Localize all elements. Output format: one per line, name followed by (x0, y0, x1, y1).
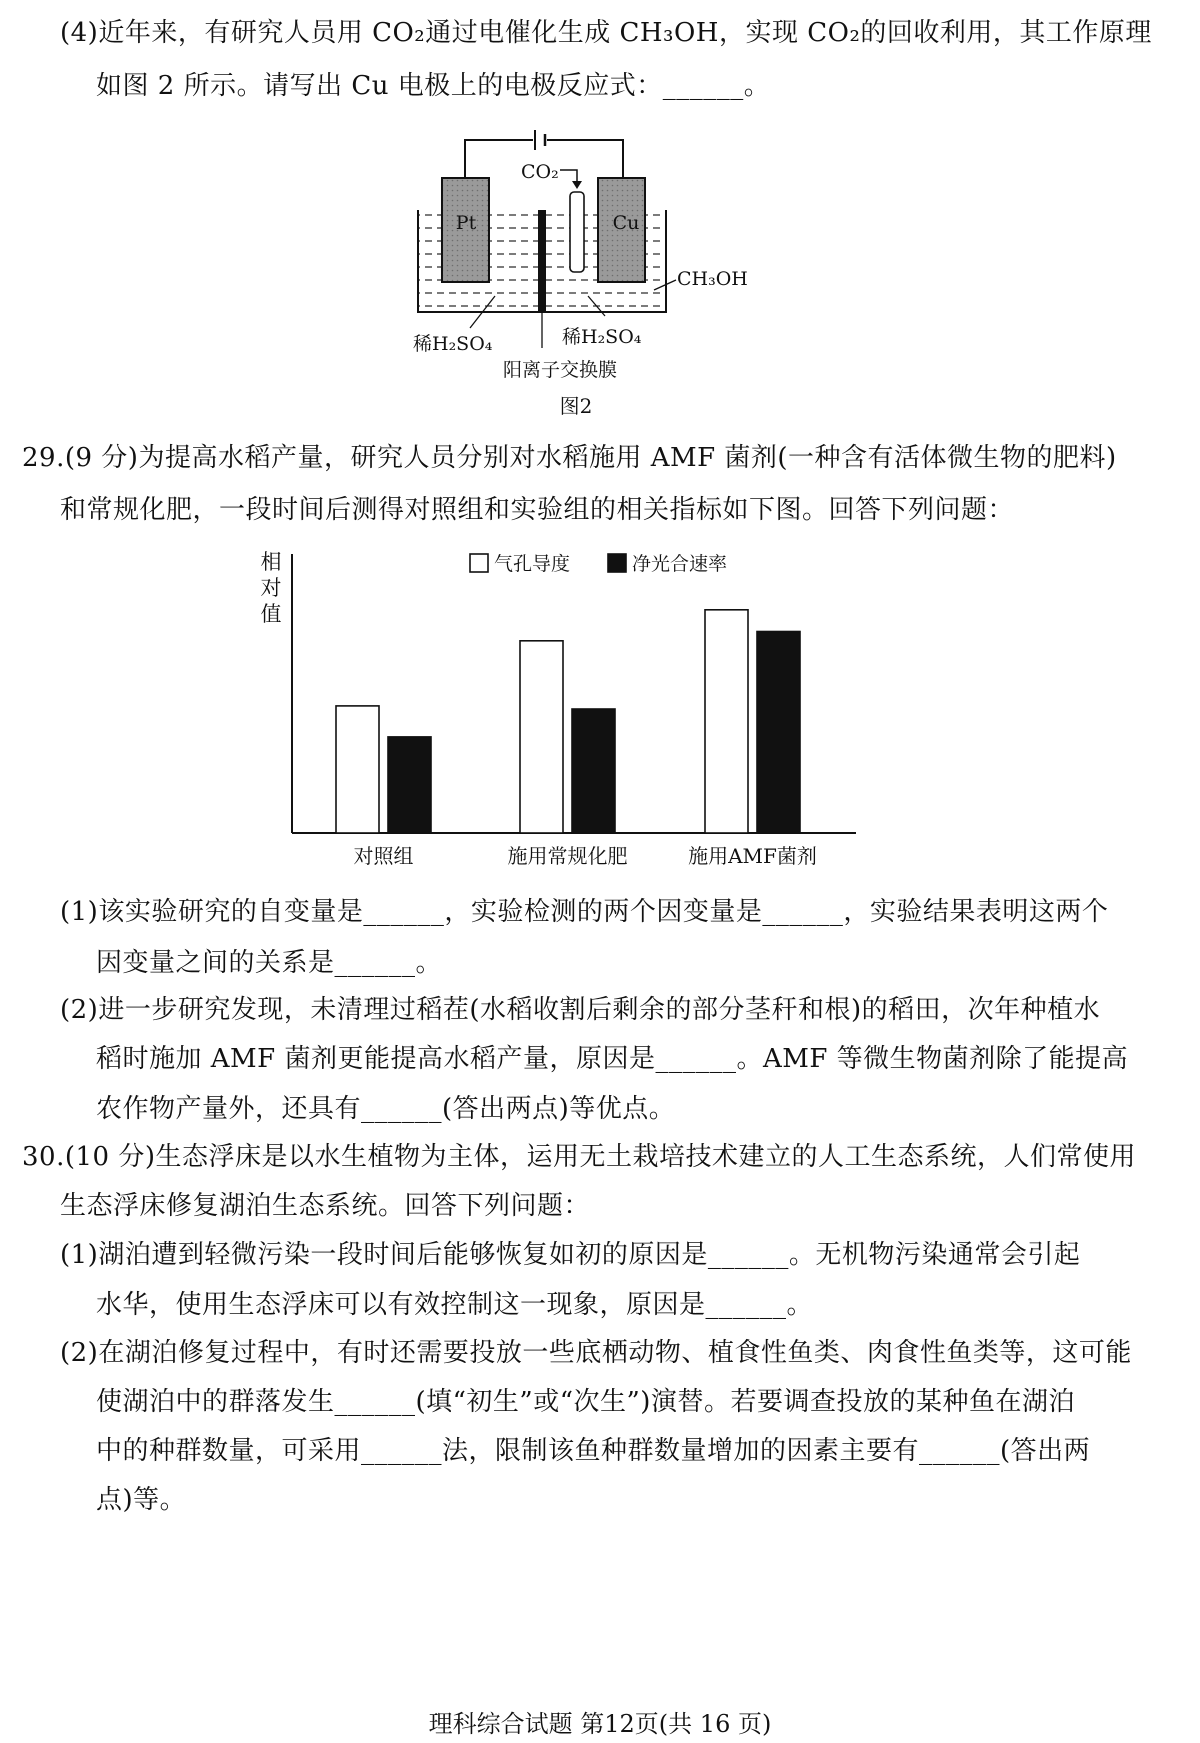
q30-2-line4: 点)等。 (96, 1485, 187, 1515)
bar-3-1 (705, 610, 748, 833)
bar-1-2 (388, 737, 431, 833)
membrane-label: 阳离子交换膜 (502, 359, 618, 381)
legend-swatch-2 (608, 554, 626, 572)
q29-bar-chart (250, 540, 870, 880)
bar-2-1 (520, 641, 563, 833)
chart-y-label-char: 对 (260, 576, 282, 600)
bar-3-2 (757, 632, 800, 834)
chart-y-label-char: 相 (260, 550, 282, 574)
legend-swatch-1 (470, 554, 488, 572)
x-tick-label-1: 对照组 (353, 844, 414, 868)
q30-2-line1: (2)在湖泊修复过程中，有时还需要投放一些底栖动物、植食性鱼类、肉食性鱼类等，这可能 (60, 1338, 1132, 1368)
x-tick-label-2: 施用常规化肥 (507, 844, 628, 868)
q29-1-line1: (1)该实验研究的自变量是______，实验检测的两个因变量是______，实验结果表明这两个 (60, 897, 1109, 927)
q29-2-line2: 稻时施加 AMF 菌剂更能提高水稻产量，原因是______。AMF 等微生物菌剂除了能提高 (96, 1044, 1129, 1074)
legend-label-1: 气孔导度 (494, 553, 571, 575)
q30-1-line1: (1)湖泊遭到轻微污染一段时间后能够恢复如初的原因是______。无机物污染通常会引起 (60, 1240, 1081, 1270)
bar-1-1 (336, 706, 379, 833)
chart-y-label-char: 值 (260, 602, 282, 626)
right-electrolyte-label: 稀H₂SO₄ (562, 326, 642, 348)
pt-label: Pt (455, 212, 477, 234)
bar-2-2 (572, 709, 615, 833)
q30-line1: 30.(10 分)生态浮床是以水生植物为主体，运用无土栽培技术建立的人工生态系统，人们常使用 (22, 1142, 1136, 1172)
q29-1-line2: 因变量之间的关系是______。 (96, 948, 443, 978)
figure2-electrolysis-diagram (400, 118, 800, 420)
q28-4-line1: (4)近年来，有研究人员用 CO₂通过电催化生成 CH₃OH，实现 CO₂的回收利用，其工作原理 (60, 18, 1152, 48)
q30-2-line2: 使湖泊中的群落发生______(填“初生”或“次生”)演替。若要调查投放的某种鱼在湖泊 (96, 1387, 1075, 1417)
ch3oh-label: CH₃OH (677, 268, 748, 290)
q29-2-line3: 农作物产量外，还具有______(答出两点)等优点。 (96, 1094, 676, 1124)
q30-2-line3: 中的种群数量，可采用______法，限制该鱼种群数量增加的因素主要有______(答出两 (96, 1436, 1091, 1466)
q30-1-line2: 水华，使用生态浮床可以有效控制这一现象，原因是______。 (96, 1290, 814, 1320)
q29-line2: 和常规化肥，一段时间后测得对照组和实验组的相关指标如下图。回答下列问题： (60, 495, 1015, 525)
q28-4-line2: 如图 2 所示。请写出 Cu 电极上的电极反应式：______。 (96, 71, 771, 101)
q30-line2: 生态浮床修复湖泊生态系统。回答下列问题： (60, 1191, 591, 1221)
q29-2-line1: (2)进一步研究发现，未清理过稻茬(水稻收割后剩余的部分茎秆和根)的稻田，次年种植水 (60, 995, 1101, 1025)
left-electrolyte-label: 稀H₂SO₄ (413, 333, 493, 355)
page-footer: 理科综合试题 第12页(共 16 页) (428, 1710, 772, 1738)
cu-label: Cu (612, 212, 640, 234)
figure2-caption: 图2 (559, 394, 593, 418)
legend-label-2: 净光合速率 (632, 553, 728, 575)
cation-exchange-membrane (538, 210, 546, 312)
x-tick-label-3: 施用AMF菌剂 (688, 844, 817, 868)
co2-inlet-tube (570, 192, 584, 272)
co2-label: CO₂ (521, 161, 559, 183)
chart-y-axis-label (261, 550, 282, 626)
chart-legend (470, 553, 727, 575)
q29-line1: 29.(9 分)为提高水稻产量，研究人员分别对水稻施用 AMF 菌剂(一种含有活体微生物的肥料) (22, 443, 1117, 473)
